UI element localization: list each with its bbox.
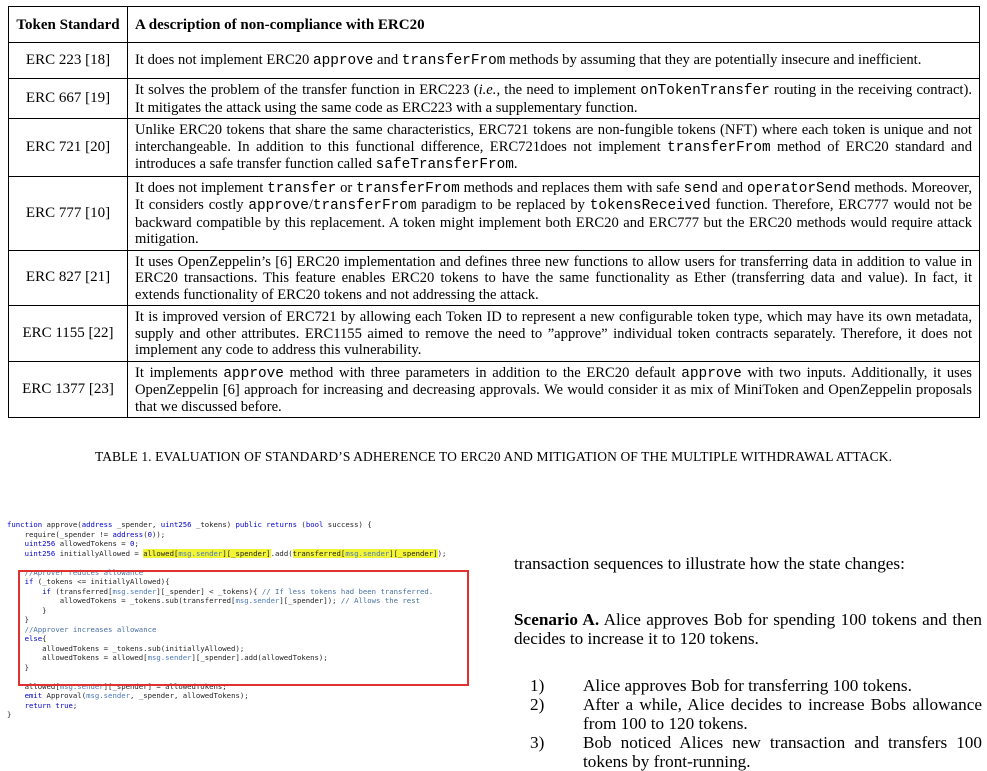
cell-token-standard: ERC 1155 [22] bbox=[9, 306, 128, 362]
cell-token-standard: ERC 1377 [23] bbox=[9, 361, 128, 418]
code-line: return true; bbox=[24, 700, 78, 710]
cell-description: Unlike ERC20 tokens that share the same characteristics, ERC721 tokens are non-fungible tokens (NFT) where each token is unique and not interchangeable. In addition to this functional difference, ERC721does not implement transferFrom method of ERC20 standard and introduces a safe transfer function called safeTransferFrom. bbox=[128, 119, 980, 177]
code-line: function approve(address _spender, uint256 _tokens) public returns (bool success) { bbox=[7, 520, 372, 529]
table-row bbox=[9, 43, 980, 79]
table-row bbox=[9, 250, 980, 306]
code-line: allowedTokens = _tokens.sub(transferred[msg.sender][_spender]); // Allows the rest bbox=[7, 596, 420, 605]
code-term: transferFrom bbox=[312, 198, 417, 214]
code-line bbox=[7, 558, 497, 568]
code-term: operatorSend bbox=[746, 180, 851, 197]
code-line: //Aprover reduces allowance bbox=[24, 567, 144, 577]
code-term: approve bbox=[312, 53, 374, 70]
code-term: transferFrom bbox=[356, 180, 460, 197]
list-item: 3) Bob noticed Alices new transaction and transfers 100 tokens by front-running. bbox=[530, 733, 982, 771]
cell-description: It solves the problem of the transfer function in ERC223 (i.e., the need to implement onTokenTransfer routing in the receiving contract). It mitigates the attack using the same code as ERC223 with a supplementary function. bbox=[128, 79, 980, 119]
cell-description: It is improved version of ERC721 by allowing each Token ID to represent a new configurable token type, which may have its own metadata, supply and other attributes. ERC1155 aimed to remove the need to ”approve” individual token contracts separately. Therefore, it does not implement any code to address this vulnerability. bbox=[128, 306, 980, 362]
scenario-text: Alice approves Bob for spending 100 tokens and then decides to increase it to 120 tokens. bbox=[514, 610, 982, 648]
code-line: else{ bbox=[24, 634, 47, 643]
table-body bbox=[9, 43, 980, 418]
list-item: 2) After a while, Alice decides to increase Bobs allowance from 100 to 120 tokens. bbox=[530, 695, 982, 733]
paragraph-transaction-sequences: transaction sequences to illustrate how the state changes: bbox=[514, 554, 905, 573]
code-term: safeTransferFrom bbox=[375, 157, 514, 173]
cell-description: It does not implement transfer or transferFrom methods and replaces them with safe send and operatorSend methods. Moreover, It considers costly approve/transferFrom paradigm to be replaced by tokensReceived function. Therefore, ERC777 would not be backward compatible by this replacement. A token might implement both ERC20 and ERC777 but the ERC20 methods would require attack mitigation. bbox=[128, 176, 980, 250]
cell-description: It does not implement ERC20 approve and transferFrom methods by assuming that they are potentially insecure and inefficient. bbox=[128, 43, 980, 79]
code-term: send bbox=[683, 180, 719, 197]
code-line: //Approver increases allowance bbox=[24, 624, 157, 634]
paragraph-scenario-a bbox=[514, 610, 982, 648]
italic-term: i.e., bbox=[478, 82, 501, 98]
table-row bbox=[9, 119, 980, 177]
code-term: tokensReceived bbox=[589, 198, 711, 214]
header-token-standard: Token Standard bbox=[9, 7, 128, 43]
cell-description: It implements approve method with three parameters in addition to the ERC20 default approve with two inputs. Additionally, it uses OpenZeppelin [6] approach for increasing and decreasing approvals. We would consider it as mix of MiniToken and OpenZeppelin proposals that we discussed before. bbox=[128, 361, 980, 418]
scenario-label: Scenario A. bbox=[514, 610, 600, 629]
code-line: if (_tokens <= initiallyAllowed){ bbox=[24, 577, 170, 586]
cell-token-standard: ERC 667 [19] bbox=[9, 79, 128, 119]
code-line: } bbox=[7, 615, 29, 624]
table-header-row bbox=[9, 7, 980, 43]
scenario-steps-list bbox=[530, 676, 982, 771]
code-line: } bbox=[7, 605, 47, 615]
code-highlight-box bbox=[18, 570, 469, 686]
list-item: 1) Alice approves Bob for transferring 100 tokens. bbox=[530, 676, 912, 695]
code-line: allowedTokens = allowed[msg.sender][_spender].add(allowedTokens); bbox=[7, 653, 328, 662]
code-line: require(_spender != address(0)); bbox=[7, 529, 166, 539]
code-term: transferFrom bbox=[401, 53, 506, 70]
table-row bbox=[9, 361, 980, 418]
code-line: } bbox=[7, 662, 29, 672]
code-line: allowedTokens = _tokens.sub(initiallyAllowed); bbox=[7, 643, 245, 653]
cell-description: It uses OpenZeppelin’s [6] ERC20 implementation and defines three new functions to allow users for transferring data in addition to value in ERC20 transactions. This feature enables ERC20 tokens to have the same functionality as Ether (transferring data and value). In fact, it extends functionality of ERC20 tokens and not addressing the attack. bbox=[128, 250, 980, 306]
cell-token-standard: ERC 721 [20] bbox=[9, 119, 128, 177]
code-line: allowed[msg.sender][_spender] = allowedTokens; bbox=[7, 681, 227, 691]
code-line: emit Approval(msg.sender, _spender, allowedTokens); bbox=[24, 691, 249, 700]
table-row bbox=[9, 306, 980, 362]
code-line: uint256 initiallyAllowed = allowed[msg.sender][_spender].add(transferred[msg.sender][_spender]); bbox=[24, 548, 447, 558]
standards-table bbox=[8, 6, 980, 418]
table-row bbox=[9, 79, 980, 119]
code-term: approve bbox=[681, 365, 742, 382]
code-line: if (transferred[msg.sender][_spender] < _tokens){ // If less tokens had been transferred. bbox=[42, 586, 434, 596]
table-caption: TABLE 1. EVALUATION OF STANDARD’S ADHERENCE TO ERC20 AND MITIGATION OF THE MULTIPLE WITHDRAWAL ATTACK. bbox=[94, 449, 893, 464]
code-term: approve bbox=[223, 365, 284, 382]
code-term: transfer bbox=[267, 180, 337, 197]
cell-token-standard: ERC 223 [18] bbox=[9, 43, 128, 79]
cell-token-standard: ERC 777 [10] bbox=[9, 176, 128, 250]
table-row bbox=[9, 176, 980, 250]
cell-token-standard: ERC 827 [21] bbox=[9, 250, 128, 306]
code-line: uint256 allowedTokens = 0; bbox=[24, 539, 139, 548]
code-term: transferFrom bbox=[667, 139, 771, 156]
code-term: approve bbox=[248, 198, 309, 214]
code-term: onTokenTransfer bbox=[640, 83, 770, 99]
header-description: A description of non-compliance with ERC20 bbox=[128, 7, 980, 43]
code-line: } bbox=[7, 710, 12, 719]
